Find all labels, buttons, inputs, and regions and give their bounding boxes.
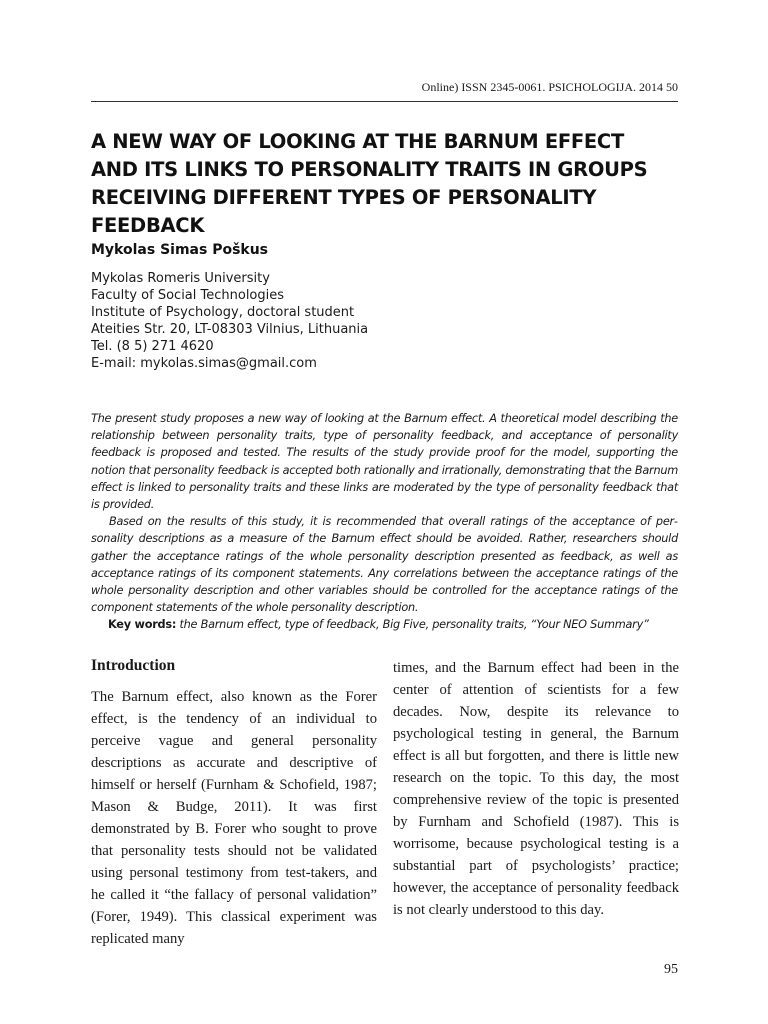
body-column-right: [393, 657, 679, 921]
title-line: FEEDBACK: [91, 214, 205, 237]
keywords-label: Key words:: [108, 618, 177, 631]
author-affiliation: [91, 270, 368, 372]
abstract: [91, 410, 678, 616]
body-paragraph: The Barnum effect, also known as the Forer effect, is the tendency of an individual to perceive vague and general personality descriptions as accurate and descriptive of himself or herself (Furnham & Schofield, 1987; Mason & Budge, 2011). It was first demonstrated by B. Forer who sought to prove that personality tests should not be validated using personal testimony from test-takers, and he called it “the fallacy of personal validation” (Forer, 1949). This classical experiment was replicated many: [91, 689, 377, 947]
keywords: [108, 618, 678, 631]
author-name: Mykolas Simas Poškus: [91, 242, 269, 258]
title-line: AND ITS LINKS TO PERSONALITY TRAITS IN GROUPS: [91, 158, 648, 181]
affiliation-line: Tel. (8 5) 271 4620: [91, 339, 214, 354]
keywords-text: the Barnum effect, type of feedback, Big Five, personality traits, “Your NEO Summary”: [179, 618, 649, 631]
abstract-paragraph: The present study proposes a new way of looking at the Barnum effect. A theoretical model describing the relationship between personality traits, type of personality feedback, and acceptance of personality feedback is proposed and tested. The results of the study provide proof for the model, supporting the notion that personality feedback is accepted both rationally and irrationally, demonstrating that the Barnum effect is linked to personality traits and these links are moderated by the type of personality feedback that is provided.: [91, 412, 679, 512]
affiliation-line: Institute of Psychology, doctoral student: [91, 305, 355, 320]
body-paragraph: times, and the Barnum effect had been in the center of attention of scientists for a few decades. Now, despite its relevance to psychological testing in general, the Barnum effect is all but forgotten, and there is little new research on the topic. To this day, the most comprehensive review of the topic is presented by Furnham and Schofield (1987). This is worrisome, because psychological testing is a substantial part of psychologists’ practice; however, the acceptance of personality feedback is not clearly understood to this day.: [393, 660, 679, 918]
abstract-paragraph: Based on the results of this study, it is recommended that overall ratings of the acceptance of personality descriptions as a measure of the Barnum effect should be avoided. Rather, researchers should gather the acceptance ratings of the whole personality description presented as feedback, as well as acceptance ratings of its component statements. Any correlations between the acceptance ratings of the whole personality description and other variables should be controlled for the acceptance ratings of the component statements of the whole personality description.: [91, 515, 678, 615]
running-header: Online) ISSN 2345-0061. PSICHOLOGIJA. 2014 50: [421, 80, 678, 94]
title-line: RECEIVING DIFFERENT TYPES OF PERSONALITY: [91, 186, 597, 209]
affiliation-line: Mykolas Romeris University: [91, 271, 270, 286]
affiliation-line: Ateities Str. 20, LT-08303 Vilnius, Lithuania: [91, 322, 369, 337]
article-title: [91, 128, 681, 240]
affiliation-line: Faculty of Social Technologies: [91, 288, 285, 303]
body-column-left: [91, 686, 377, 950]
title-line: A NEW WAY OF LOOKING AT THE BARNUM EFFECT: [91, 130, 624, 153]
page-number: 95: [664, 962, 678, 977]
header-rule: [91, 101, 678, 102]
section-heading: Introduction: [91, 657, 176, 674]
affiliation-email: E-mail: mykolas.simas@gmail.com: [91, 356, 317, 371]
